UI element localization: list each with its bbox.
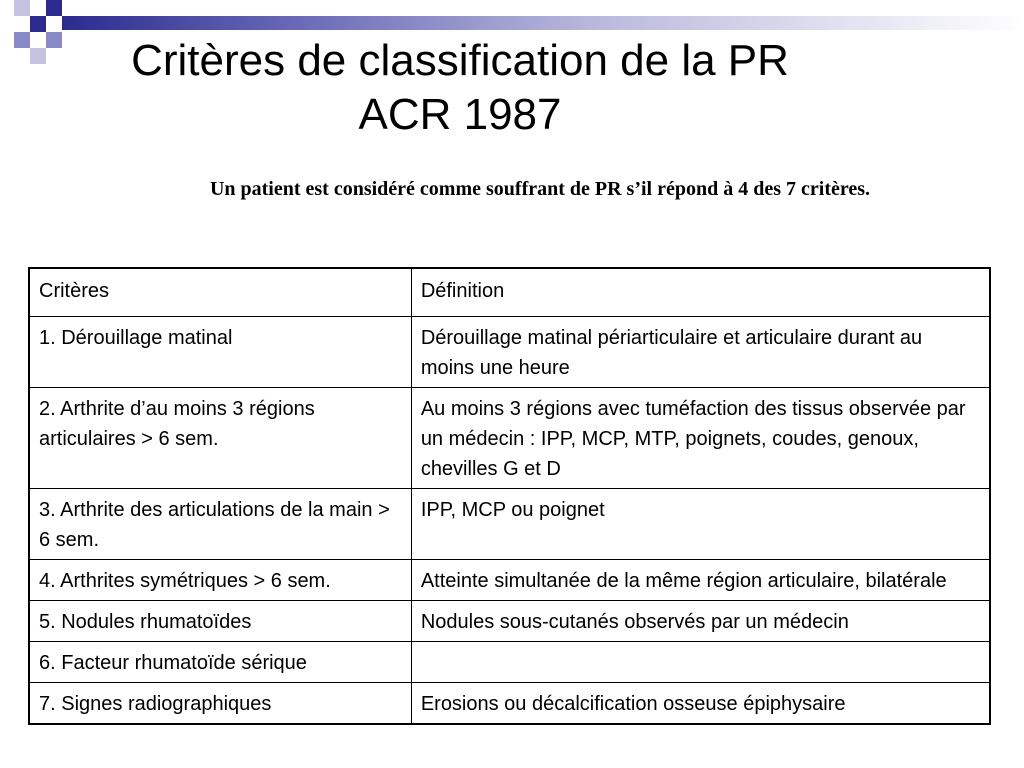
slide-subtitle: Un patient est considéré comme souffrant de PR s’il répond à 4 des 7 critères. [209,178,871,200]
table-row [29,683,990,725]
table-row [29,601,990,642]
criteria-table [28,267,991,725]
table-row [29,560,990,601]
title-line-1: Critères de classification de la PR [131,36,789,85]
table-row [29,388,990,489]
criterion-cell: 5. Nodules rhumatoïdes [29,601,411,642]
definition-cell: Dérouillage matinal périarticulaire et articulaire durant au moins une heure [411,317,990,388]
deco-square [30,48,46,64]
definition-cell: Au moins 3 régions avec tuméfaction des tissus observée par un médecin : IPP, MCP, MTP, poignets, coudes, genoux, chevilles G et D [411,388,990,489]
table-row [29,317,990,388]
definition-cell: IPP, MCP ou poignet [411,489,990,560]
table-row [29,489,990,560]
definition-cell [411,642,990,683]
criterion-cell: 7. Signes radiographiques [29,683,411,725]
table-row [29,642,990,683]
criterion-cell: 2. Arthrite d’au moins 3 régions articulaires > 6 sem. [29,388,411,489]
criterion-cell: 4. Arthrites symétriques > 6 sem. [29,560,411,601]
title-line-2: ACR 1987 [358,90,562,139]
criterion-cell: 1. Dérouillage matinal [29,317,411,388]
criterion-cell: 3. Arthrite des articulations de la main > 6 sem. [29,489,411,560]
criterion-cell: 6. Facteur rhumatoïde sérique [29,642,411,683]
slide-title [60,34,860,142]
header-criteres: Critères [29,268,411,317]
header-gradient-bar [62,16,1024,30]
deco-square [14,32,30,48]
deco-square [46,0,62,16]
definition-cell: Nodules sous-cutanés observés par un médecin [411,601,990,642]
deco-square [14,0,30,16]
header-definition: Définition [411,268,990,317]
definition-cell: Erosions ou décalcification osseuse épiphysaire [411,683,990,725]
definition-cell: Atteinte simultanée de la même région articulaire, bilatérale [411,560,990,601]
deco-square [30,16,46,32]
table-header-row [29,268,990,317]
